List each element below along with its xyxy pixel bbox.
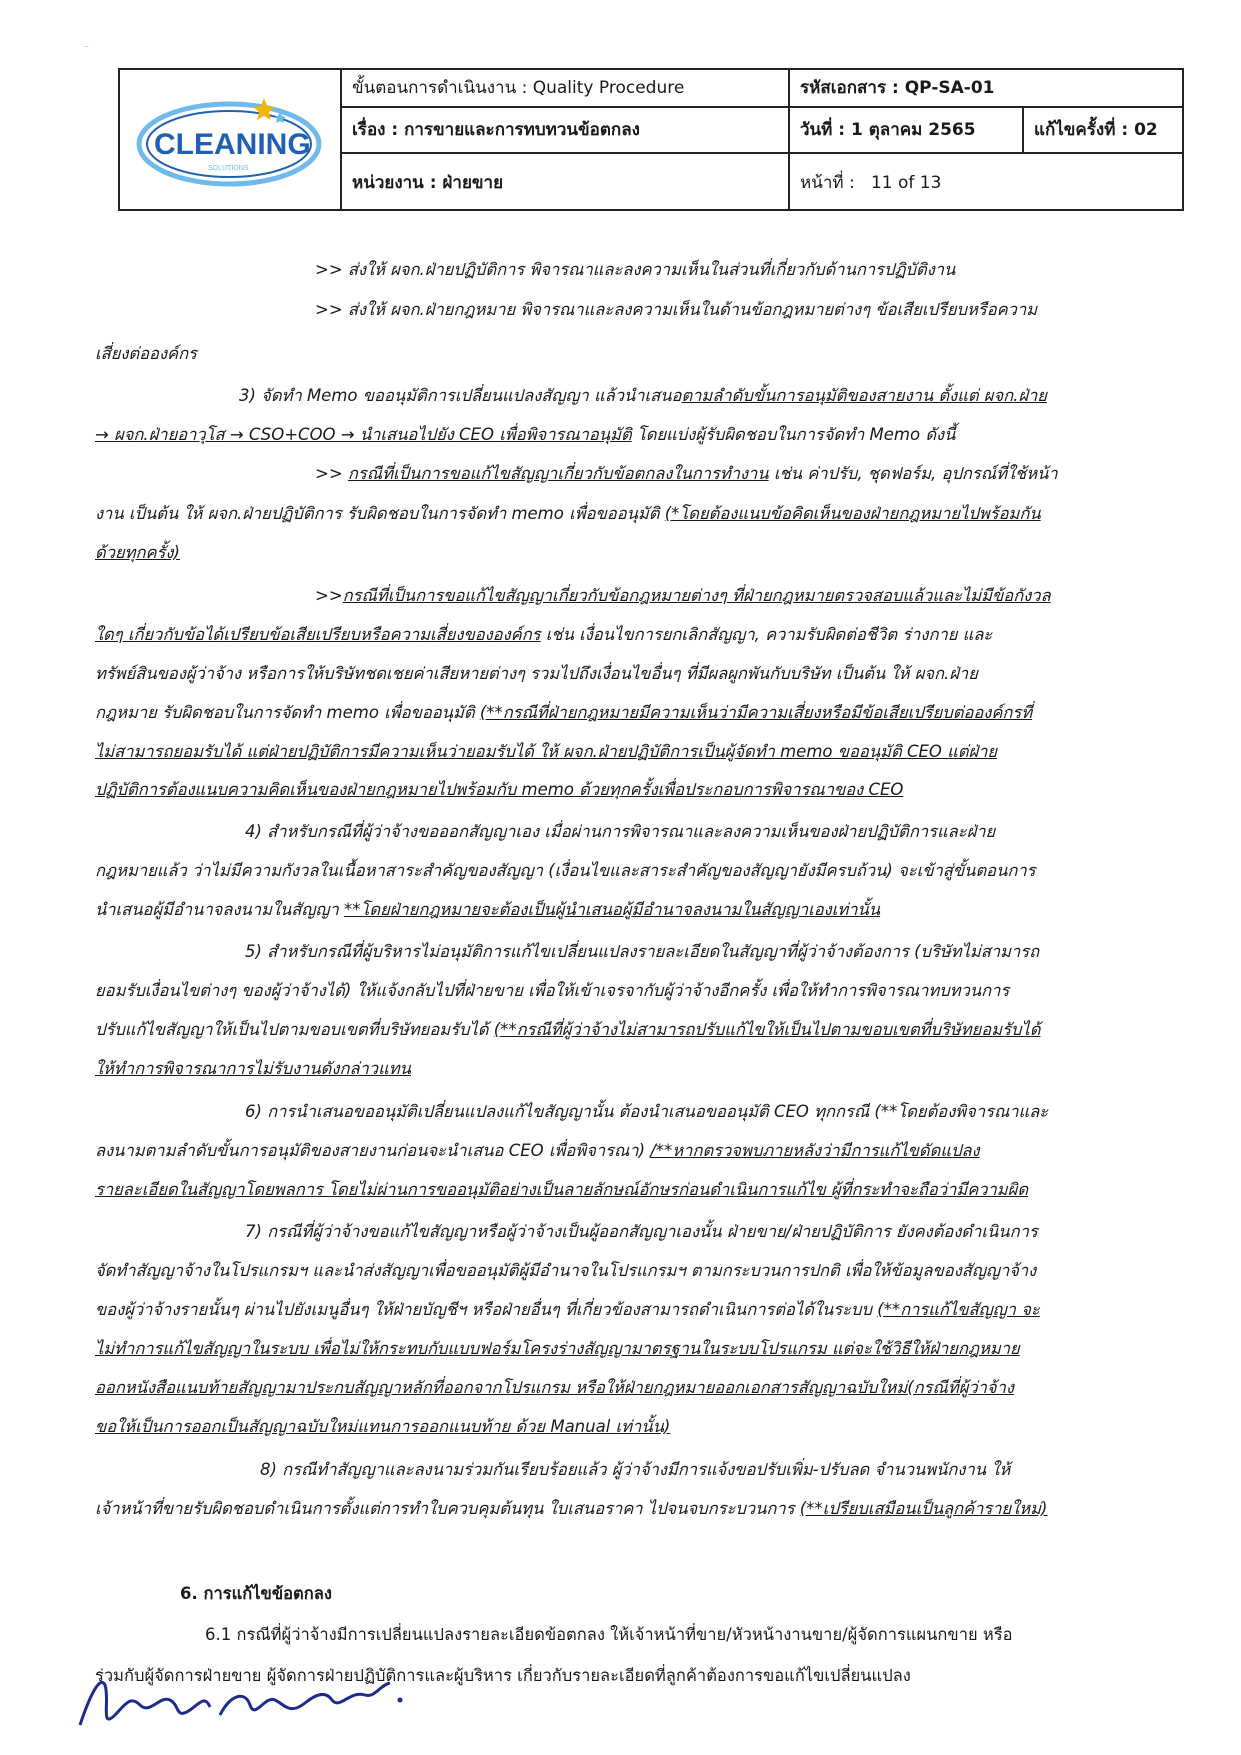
text-line: >> กรณีที่เป็นการขอแก้ไขสัญญาเกี่ยวกับข้อตกลงในการทำงาน เช่น ค่าปรับ, ชุดฟอร์ม, อุปกรณ์ที่ใช้หน้า: [315, 464, 1058, 483]
document-header: [118, 68, 1184, 211]
text-line: → ผจก.ฝ่ายอาวุโส → CSO+COO → นำเสนอไปยัง CEO เพื่อพิจารณาอนุมัติ โดยแบ่งผู้รับผิดชอบในการจัดทำ Memo ดังนี้: [95, 425, 956, 444]
text-line: ให้ทำการพิจารณาการไม่รับงานดังกล่าวแทน: [95, 1059, 411, 1078]
text-line: 6) การนำเสนอขออนุมัติเปลี่ยนแปลงแก้ไขสัญญานั้น ต้องนำเสนอขออนุมัติ CEO ทุกกรณี (**โดยต้องพิจารณาและ: [245, 1102, 1049, 1121]
text-line: 5) สำหรับกรณีที่ผู้บริหารไม่อนุมัติการแก้ไขเปลี่ยนแปลงรายละเอียดในสัญญาที่ผู้ว่าจ้างต้องการ (บริษัทไม่สามารถ: [245, 942, 1040, 961]
text-line: >> ส่งให้ ผจก.ฝ่ายปฏิบัติการ พิจารณาและลงความเห็นในส่วนที่เกี่ยวกับด้านการปฏิบัติงาน: [315, 260, 956, 279]
handwritten-signature: [70, 1655, 430, 1745]
text-line: ด้วยทุกครั้ง): [95, 543, 180, 562]
text-line: รายละเอียดในสัญญาโดยพลการ โดยไม่ผ่านการขออนุมัติอย่างเป็นลายลักษณ์อักษรก่อนดำเนินการแก้ไข ผู้ที่กระทำจะถือว่ามีความผิด: [95, 1180, 1029, 1199]
logo-text: CLEANING: [154, 128, 311, 161]
revision-number: แก้ไขครั้งที่ : 02: [1034, 120, 1158, 140]
text-line: นำเสนอผู้มีอำนาจลงนามในสัญญา **โดยฝ่ายกฎหมายจะต้องเป็นผู้นำเสนอผู้มีอำนาจลงนามในสัญญาเองเท่านั้น: [95, 900, 881, 919]
text-line: ของผู้ว่าจ้างรายนั้นๆ ผ่านไปยังเมนูอื่นๆ ให้ฝ่ายบัญชีฯ หรือฝ่ายอื่นๆ ที่เกี่ยวข้องสามารถดำเนินการต่อได้ในระบบ (**การแก้ไขสัญญา จะ: [95, 1300, 1040, 1319]
department-label: หน่วยงาน : ฝ่ายขาย: [352, 172, 504, 193]
text-line: กฎหมายแล้ว ว่าไม่มีความกังวลในเนื้อหาสาระสำคัญของสัญญา (เงื่อนไขและสาระสำคัญของสัญญายังมีครบถ้วน) จะเข้าสู่ขั้นตอนการ: [95, 861, 1036, 880]
text-line: งาน เป็นต้น ให้ ผจก.ฝ่ายปฏิบัติการ รับผิดชอบในการจัดทำ memo เพื่อขออนุมัติ (*โดยต้องแนบข้อคิดเห็นของฝ่ายกฎหมายไปพร้อมกัน: [95, 504, 1041, 523]
page-value: 11 of 13: [870, 172, 942, 193]
doc-code: รหัสเอกสาร : QP-SA-01: [800, 78, 995, 98]
text-line: ลงนามตามลำดับขั้นการอนุมัติของสายงานก่อนจะนำเสนอ CEO เพื่อพิจารณา) /**หากตรวจพบภายหลังว่ามีการแก้ไขดัดแปลง: [95, 1141, 980, 1160]
text-line: 6.1 กรณีที่ผู้ว่าจ้างมีการเปลี่ยนแปลงรายละเอียดข้อตกลง ให้เจ้าหน้าที่ขาย/หัวหน้างานขาย/ผู้จัดการแผนกขาย หรือ: [205, 1625, 1013, 1644]
text-line: ร่วมกับผู้จัดการฝ่ายขาย ผู้จัดการฝ่ายปฏิบัติการและผู้บริหาร เกี่ยวกับรายละเอียดที่ลูกค้าต้องการขอแก้ไขเปลี่ยนแปลง: [95, 1666, 911, 1685]
logo-sub: SOLUTIONS: [208, 165, 249, 172]
company-logo: [134, 92, 324, 188]
page-number: [790, 154, 1184, 211]
section-heading: 6. การแก้ไขข้อตกลง: [180, 1584, 332, 1603]
text-line: ปรับแก้ไขสัญญาให้เป็นไปตามขอบเขตที่บริษัทยอมรับได้ (**กรณีที่ผู้ว่าจ้างไม่สามารถปรับแก้ไขให้เป็นไปตามขอบเขตที่บริษัทยอมรับได้: [95, 1020, 1041, 1039]
text-line: 4) สำหรับกรณีที่ผู้ว่าจ้างขอออกสัญญาเอง เมื่อผ่านการพิจารณาและลงความเห็นของฝ่ายปฏิบัติการและฝ่าย: [245, 822, 996, 841]
text-line: 8) กรณีทำสัญญาและลงนามร่วมกันเรียบร้อยแล้ว ผู้ว่าจ้างมีการแจ้งขอปรับเพิ่ม-ปรับลด จำนวนพนักงาน ให้: [260, 1460, 1011, 1479]
text-line: ยอมรับเงื่อนไขต่างๆ ของผู้ว่าจ้างได้) ให้แจ้งกลับไปที่ฝ่ายขาย เพื่อให้เข้าเจรจากับผู้ว่าจ้างอีกครั้ง เพื่อให้ทำการพิจารณาทบทวนการ: [95, 981, 1010, 1000]
page-label: หน้าที่ :: [800, 172, 855, 193]
subject-label: เรื่อง : การขายและการทบทวนข้อตกลง: [352, 120, 640, 140]
text-line: ออกหนังสือแนบท้ายสัญญามาประกบสัญญาหลักที่ออกจากโปรแกรม หรือให้ฝ่ายกฎหมายออกเอกสารสัญญาฉบับใหม่(กรณีที่ผู้ว่าจ้าง: [95, 1378, 1014, 1397]
text-line: 7) กรณีที่ผู้ว่าจ้างขอแก้ไขสัญญาหรือผู้ว่าจ้างเป็นผู้ออกสัญญาเองนั้น ฝ่ายขาย/ฝ่ายปฏิบัติการ ยังคงต้องดำเนินการ: [245, 1222, 1038, 1241]
text-line: ใดๆ เกี่ยวกับข้อได้เปรียบข้อเสียเปรียบหรือความเสี่ยงขององค์กร เช่น เงื่อนไขการยกเลิกสัญญา, ความรับผิดต่อชีวิต ร่างกาย และ: [95, 625, 993, 644]
text-line: เจ้าหน้าที่ขายรับผิดชอบดำเนินการตั้งแต่การทำใบควบคุมต้นทุน ใบเสนอราคา ไปจนจบกระบวนการ (**เปรียบเสมือนเป็นลูกค้ารายใหม่): [95, 1499, 1048, 1518]
scan-mark: ..: [84, 40, 90, 49]
text-line: ปฏิบัติการต้องแนบความคิดเห็นของฝ่ายกฎหมายไปพร้อมกับ memo ด้วยทุกครั้งเพื่อประกอบการพิจารณาของ CEO: [95, 780, 904, 799]
text-line: 3) จัดทำ Memo ขออนุมัติการเปลี่ยนแปลงสัญญา แล้วนำเสนอตามลำดับขั้นการอนุมัติของสายงาน ตั้งแต่ ผจก.ฝ่าย: [239, 386, 1047, 405]
text-line: จัดทำสัญญาจ้างในโปรแกรมฯ และนำส่งสัญญาเพื่อขออนุมัติผู้มีอำนาจในโปรแกรมฯ ตามกระบวนการปกติ เพื่อให้ข้อมูลของสัญญาจ้าง: [95, 1261, 1037, 1280]
text-line: ไม่ทำการแก้ไขสัญญาในระบบ เพื่อไม่ให้กระทบกับแบบฟอร์มโครงร่างสัญญามาตรฐานในระบบโปรแกรม แต่จะใช้วิธีให้ฝ่ายกฎหมาย: [95, 1339, 1020, 1358]
text-line: ไม่สามารถยอมรับได้ แต่ฝ่ายปฏิบัติการมีความเห็นว่ายอมรับได้ ให้ ผจก.ฝ่ายปฏิบัติการเป็นผู้จัดทำ memo ขออนุมัติ CEO แต่ฝ่าย: [95, 742, 998, 761]
text-line: เสี่ยงต่อองค์กร: [95, 344, 197, 363]
text-line: >> ส่งให้ ผจก.ฝ่ายกฎหมาย พิจารณาและลงความเห็นในด้านข้อกฎหมายต่างๆ ข้อเสียเปรียบหรือความ: [315, 300, 1038, 319]
text-line: ขอให้เป็นการออกเป็นสัญญาฉบับใหม่แทนการออกแนบท้าย ด้วย Manual เท่านั้น): [95, 1417, 671, 1436]
procedure-label: ขั้นตอนการดำเนินงาน : Quality Procedure: [352, 78, 685, 98]
doc-date: วันที่ : 1 ตุลาคม 2565: [800, 120, 976, 140]
text-line: กฎหมาย รับผิดชอบในการจัดทำ memo เพื่อขออนุมัติ (**กรณีที่ฝ่ายกฎหมายมีความเห็นว่ามีความเสี่ยงหรือมีข้อเสียเปรียบต่อองค์กรที่: [95, 703, 1033, 722]
text-line: ทรัพย์สินของผู้ว่าจ้าง หรือการให้บริษัทชดเชยค่าเสียหายต่างๆ รวมไปถึงเงื่อนไขอื่นๆ ที่มีผลผูกพันกับบริษัท เป็นต้น ให้ ผจก.ฝ่าย: [95, 664, 978, 683]
text-line: >>กรณีที่เป็นการขอแก้ไขสัญญาเกี่ยวกับข้อกฎหมายต่างๆ ที่ฝ่ายกฎหมายตรวจสอบแล้วและไม่มีข้อกังวล: [315, 586, 1051, 605]
